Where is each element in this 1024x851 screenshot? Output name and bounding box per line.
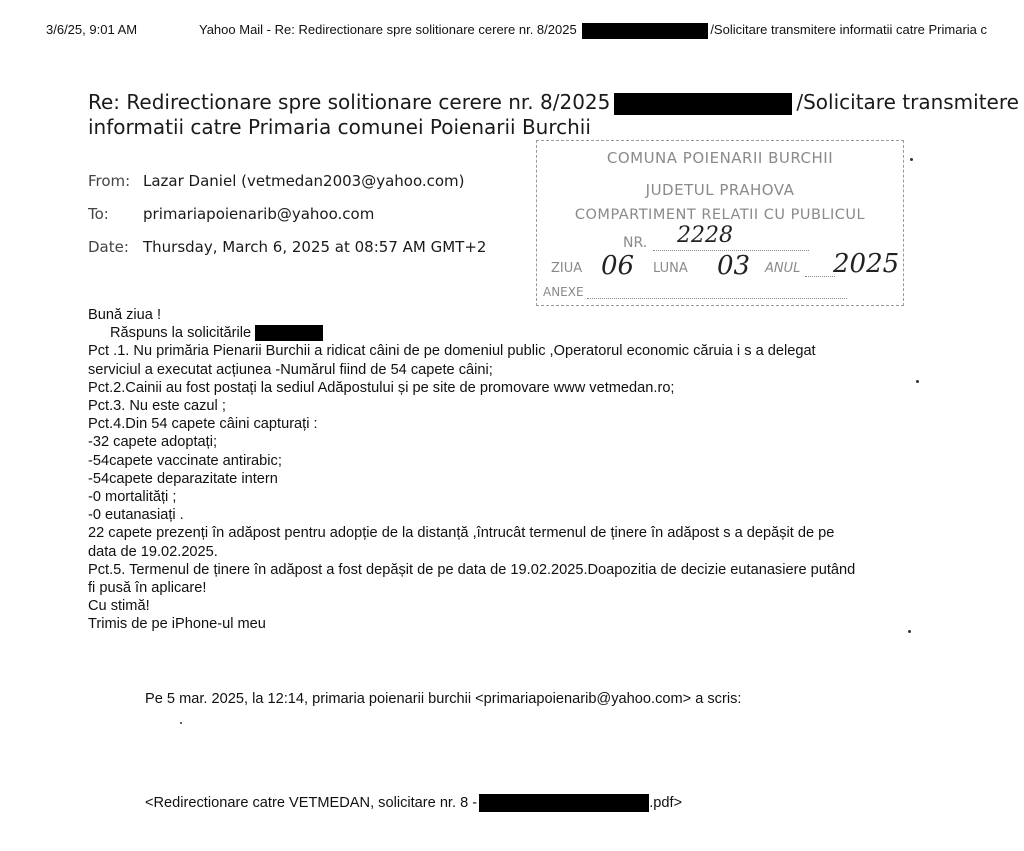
body-line: Pct.5. Termenul de ținere în adăpost a fost depășit de pe data de 19.02.2025.Doapozitia de decizie eutanasiere putând	[88, 561, 856, 578]
body-line: -54capete vaccinate antirabic;	[88, 452, 282, 469]
redaction-box	[479, 794, 649, 812]
body-line: data de 19.02.2025.	[88, 543, 218, 560]
stamp-month-label: LUNA	[653, 261, 688, 276]
email-subject	[88, 90, 1019, 139]
attachment-suffix: .pdf>	[649, 794, 683, 811]
scan-speck	[180, 722, 182, 724]
subject-line2: informatii catre Primaria comunei Poienarii Burchii	[88, 114, 591, 139]
stamp-last-dots	[587, 297, 847, 299]
body-line: Pct.3. Nu este cazul ;	[88, 398, 226, 415]
stamp-nr-label: NR.	[623, 235, 648, 251]
stamp-last-label: ANEXE	[543, 285, 584, 299]
to-value: primariapoienarib@yahoo.com	[143, 205, 375, 223]
greeting: Bună ziua !	[88, 307, 162, 323]
reply-intro	[88, 324, 855, 342]
to-label: To:	[88, 205, 109, 223]
body-line: -0 eutanasiați .	[88, 507, 184, 524]
body-line: Pct .1. Nu primăria Pienarii Burchii a ridicat câini de pe domeniul public ,Operatorul economic căruia i s a delegat	[88, 343, 816, 360]
date-value: Thursday, March 6, 2025 at 08:57 AM GMT+2	[143, 238, 487, 256]
body-line: Pct.4.Din 54 capete câini capturați :	[88, 416, 318, 433]
print-title-start: Yahoo Mail - Re: Redirectionare spre solitionare cerere nr. 8/2025	[199, 22, 577, 37]
scan-speck	[916, 380, 919, 383]
body-line: Pct.2.Cainii au fost postați la sediul Adăpostului și pe site de promovare www vetmedan.ro;	[88, 379, 675, 396]
attachment-line	[145, 794, 682, 812]
stamp-line2: JUDETUL PRAHOVA	[645, 181, 795, 199]
body-line: Trimis de pe iPhone-ul meu	[88, 616, 266, 633]
scan-speck	[908, 630, 911, 633]
body-line: -32 capete adoptați;	[88, 434, 218, 451]
subject-line1-start: Re: Redirectionare spre solitionare cerere nr. 8/2025	[88, 90, 611, 114]
date-label: Date:	[88, 238, 129, 256]
stamp-year-dots	[805, 275, 835, 277]
subject-line1-end: /Solicitare transmitere	[796, 90, 1019, 114]
stamp-line3: COMPARTIMENT RELATII CU PUBLICUL	[574, 207, 866, 223]
print-title-end: /Solicitare transmitere informatii catre Primaria c	[710, 22, 988, 37]
from-label: From:	[88, 172, 131, 190]
attachment-prefix: <Redirectionare catre VETMEDAN, solicitare nr. 8 -	[145, 794, 478, 811]
from-value: Lazar Daniel (vetmedan2003@yahoo.com)	[143, 172, 465, 190]
print-datetime: 3/6/25, 9:01 AM	[46, 22, 138, 37]
email-body	[88, 306, 855, 634]
stamp-day-label: ZIUA	[551, 261, 583, 276]
reply-intro-text: Răspuns la solicitările	[110, 325, 252, 342]
scan-speck	[910, 158, 913, 161]
stamp-day-handwritten: 06	[601, 251, 635, 281]
body-line: fi pusă în aplicare!	[88, 580, 207, 597]
body-line: -54capete deparazitate intern	[88, 470, 278, 487]
quote-header: Pe 5 mar. 2025, la 12:14, primaria poienarii burchii <primariapoienarib@yahoo.com> a scris:	[145, 691, 742, 707]
stamp-nr-handwritten: 2228	[677, 223, 733, 248]
stamp-year-handwritten: 2025	[833, 249, 900, 279]
body-line: serviciul a executat acțiunea -Numărul fiind de 54 capete câini;	[88, 361, 493, 378]
body-line: -0 mortalități ;	[88, 489, 177, 506]
stamp-line1: COMUNA POIENARII BURCHII	[606, 149, 834, 167]
stamp-year-label: ANUL	[765, 261, 801, 276]
body-line: Cu stimă!	[88, 598, 150, 615]
redaction-box	[582, 23, 708, 39]
print-title	[199, 22, 987, 39]
stamp-month-handwritten: 03	[717, 251, 751, 281]
redaction-box	[614, 93, 792, 115]
registration-stamp	[536, 140, 904, 306]
body-line: 22 capete prezenți în adăpost pentru adopție de la distanță ,întrucât termenul de ținere în adăpost s a depășit de pe	[88, 525, 835, 542]
redaction-box	[255, 325, 323, 341]
